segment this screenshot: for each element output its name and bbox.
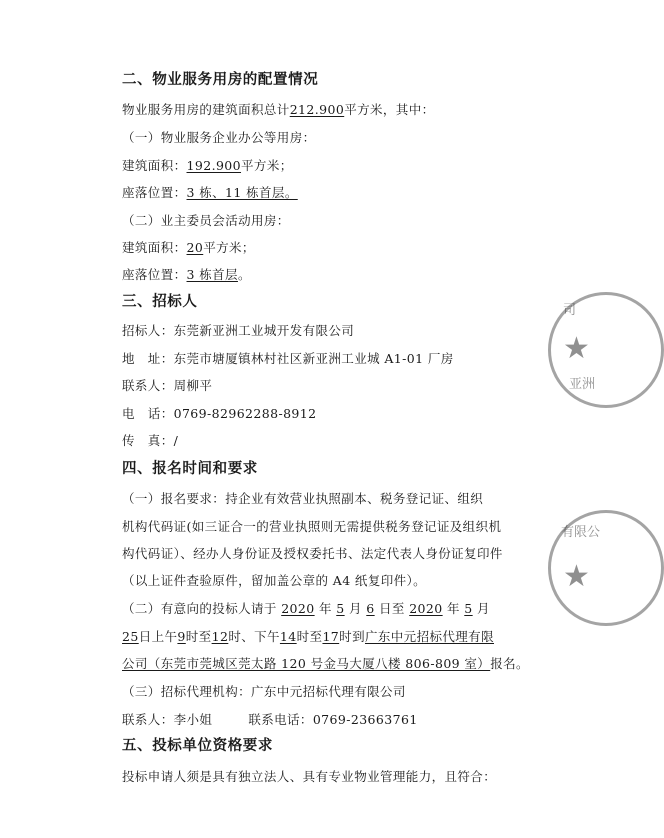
area-committee: 20: [186, 240, 204, 255]
text: （二）有意向的投标人请于: [122, 601, 277, 616]
paragraph-line: 构代码证）、经办人身份证及授权委托书、法定代表人身份证复印件: [122, 546, 503, 561]
text: 报名。: [490, 656, 529, 671]
time-value: 12: [211, 629, 229, 644]
text: 平方米；: [241, 158, 293, 173]
area-total: 212.900: [289, 102, 345, 117]
tenderer-phone: 电 话：0769-82962288-8912: [122, 406, 317, 421]
paragraph-line: [122, 266, 251, 284]
tenderer-fax: 传 真：/: [122, 433, 179, 448]
paragraph-line: （三）招标代理机构：广东中元招标代理有限公司: [122, 684, 406, 699]
text: 座落位置：: [122, 267, 187, 282]
text: 日至: [379, 601, 405, 616]
company-seal: [548, 292, 664, 408]
date-value: 5: [336, 601, 345, 616]
tenderer-contact: 联系人：周柳平: [122, 378, 213, 393]
paragraph-line: [122, 628, 494, 646]
seal-text: 有限公: [561, 525, 601, 540]
text: 平方米；: [203, 240, 255, 255]
paragraph-line: [122, 239, 255, 257]
section-heading: 二、物业服务用房的配置情况: [122, 72, 319, 88]
agency-name: 广东中元招标代理有限: [364, 629, 494, 644]
tenderer-address: 地 址：东莞市塘厦镇林村社区新亚洲工业城 A1-01 厂房: [122, 351, 454, 366]
date-value: 6: [366, 601, 375, 616]
text: 年: [318, 601, 332, 616]
text: 建筑面积：: [122, 240, 187, 255]
paragraph-line: [122, 101, 435, 119]
text: 平方米，其中：: [344, 102, 435, 117]
text: 座落位置：: [122, 185, 187, 200]
area-office: 192.900: [186, 158, 242, 173]
paragraph-line: [122, 600, 490, 618]
paragraph-line: （一）物业服务企业办公等用房：: [122, 130, 316, 145]
tenderer-name: 招标人：东莞新亚洲工业城开发有限公司: [122, 323, 355, 338]
text: 建筑面积：: [122, 158, 187, 173]
text: 月: [349, 601, 362, 616]
time-value: 9: [177, 629, 186, 644]
paragraph-line: （以上证件查验原件，留加盖公章的 A4 纸复印件）。: [122, 573, 427, 588]
paragraph-line: （二）业主委员会活动用房：: [122, 213, 290, 228]
date-value: 2020: [281, 601, 315, 616]
location-committee: 3 栋首层: [186, 267, 238, 282]
agency-contact: 联系人：李小姐: [122, 712, 213, 727]
text: 时至: [296, 629, 323, 644]
agency-phone: 联系电话：0769-23663761: [248, 712, 418, 727]
paragraph-line: （一）报名要求：持企业有效营业执照副本、税务登记证、组织: [122, 491, 484, 506]
text: 时到: [339, 629, 365, 644]
text: 时、下午: [228, 629, 280, 644]
date-value: 5: [464, 601, 473, 616]
text: 月: [477, 601, 490, 616]
star-icon: ★: [563, 559, 590, 594]
paragraph-line: 机构代码证(如三证合一的营业执照则无需提供税务登记证及组织机: [122, 519, 502, 534]
date-value: 25: [122, 629, 139, 644]
star-icon: ★: [563, 331, 590, 366]
text: 。: [237, 267, 251, 282]
date-value: 2020: [409, 601, 443, 616]
paragraph-line: [122, 655, 529, 673]
paragraph-line: [122, 184, 298, 202]
seal-text: 司: [563, 303, 577, 318]
time-value: 17: [322, 629, 340, 644]
seal-text: 亚洲: [569, 377, 596, 392]
agency-address: 公司（东莞市莞城区莞太路 120 号金马大厦八楼 806-809 室）: [122, 656, 491, 671]
text: 年: [447, 601, 460, 616]
paragraph-line: [122, 711, 418, 729]
company-seal: [548, 510, 664, 626]
time-value: 14: [279, 629, 297, 644]
text: 物业服务用房的建筑面积总计: [122, 102, 290, 117]
text: 日上午: [138, 629, 178, 644]
location-office: 3 栋、11 栋首层。: [186, 185, 298, 200]
paragraph-line: 投标申请人须是具有独立法人、具有专业物业管理能力，且符合：: [122, 769, 497, 784]
text: 时至: [185, 629, 212, 644]
section-heading: 五、投标单位资格要求: [122, 738, 273, 754]
section-heading: 四、报名时间和要求: [122, 461, 258, 477]
section-heading: 三、招标人: [122, 294, 198, 310]
paragraph-line: [122, 157, 293, 175]
